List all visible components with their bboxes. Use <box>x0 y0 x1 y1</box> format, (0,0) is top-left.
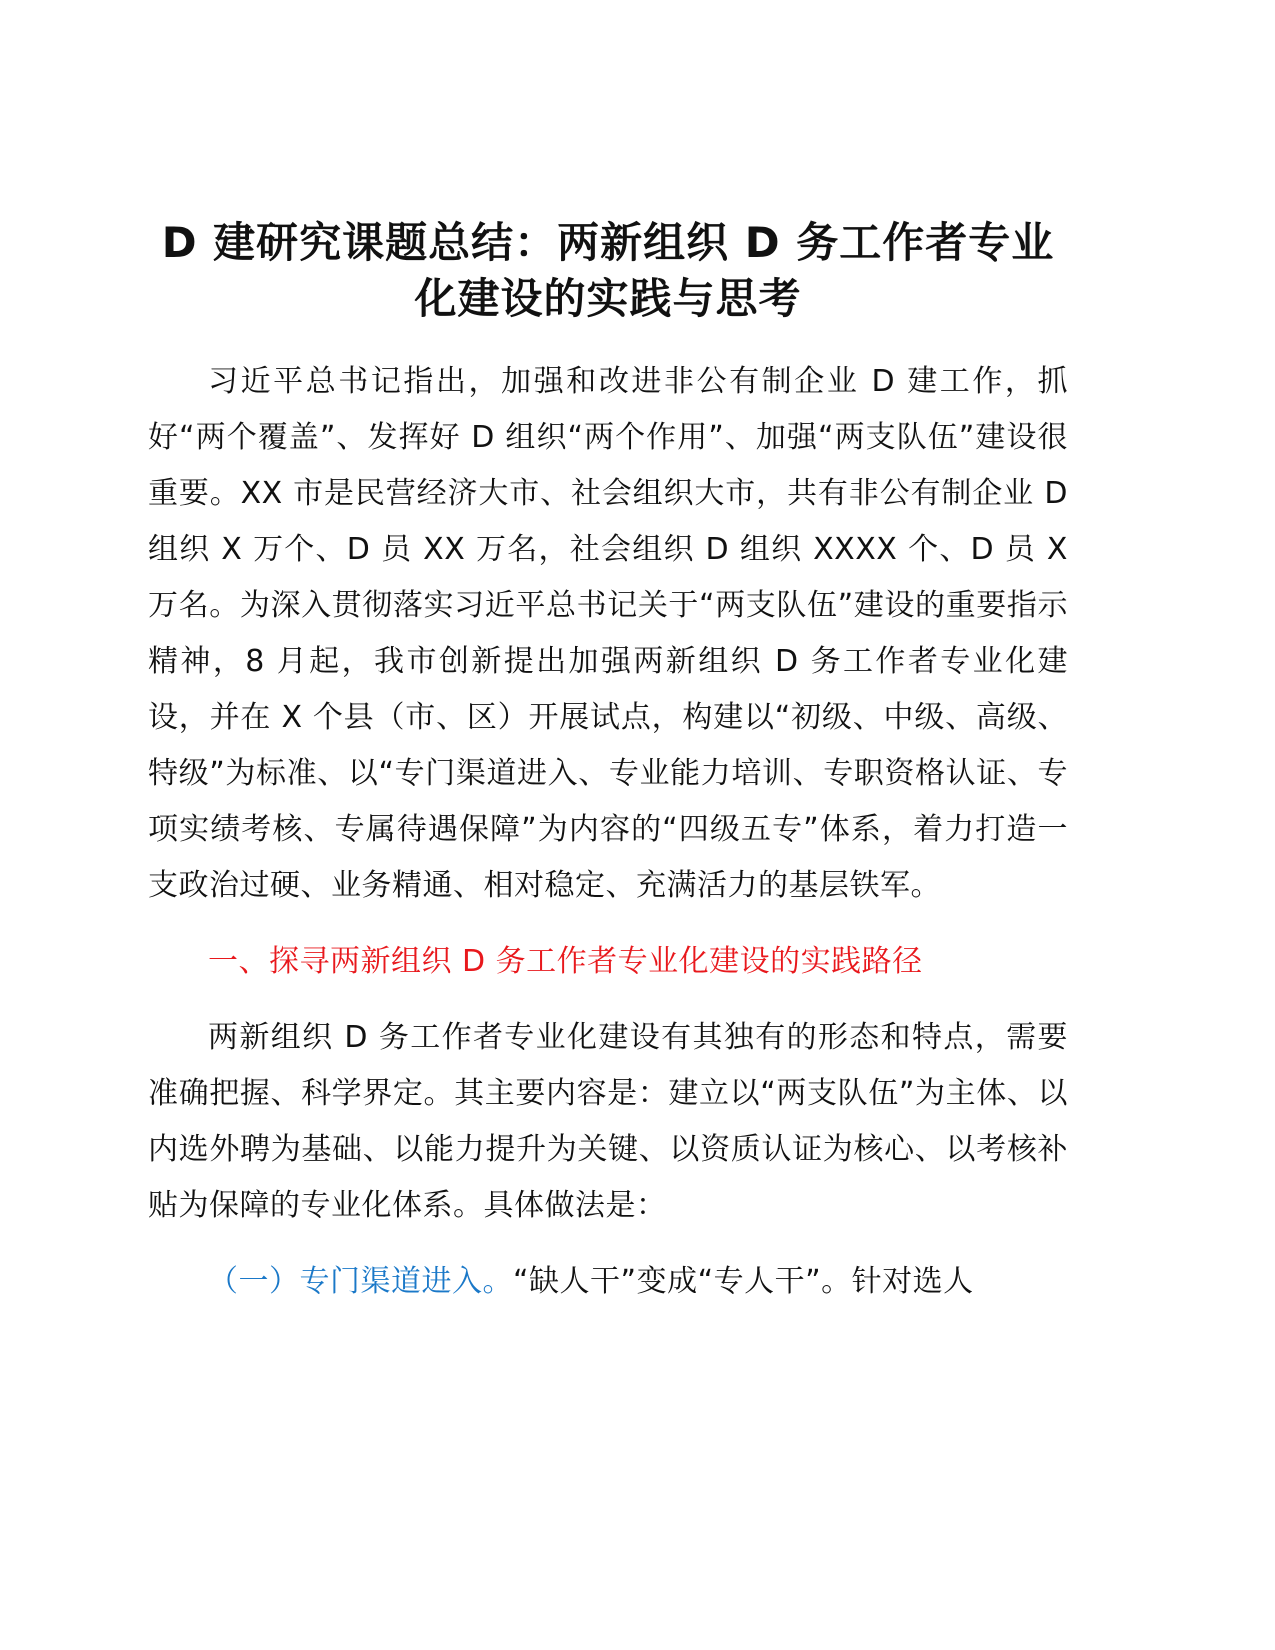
section-heading: 一、探寻两新组织 D 务工作者专业化建设的实践路径 <box>208 944 923 979</box>
document-title <box>148 215 1068 327</box>
intro-paragraph: 习近平总书记指出，加强和改进非公有制企业 D 建工作，抓好“两个覆盖”、发挥好 D 组织“两个作用”、加强“两支队伍”建设很重要。XX 市是民营经济大市、社会组织大市，共有非公有制企业 D 组织 X 万个、D 员 XX 万名，社会组织 D 组织 XXXX 个、D 员 X 万名。为深入贯彻落实习近平总书记关于“两支队伍”建设的重要指示精神，8 月起，我市创新提出加强两新组织 D 务工作者专业化建设，并在 X 个县（市、区）开展试点，构建以“初级、中级、高级、特级”为标准、以“专门渠道进入、专业能力培训、专职资格认证、专项实绩考核、专属待遇保障”为内容的“四级五专”体系，着力打造一支政治过硬、业务精通、相对稳定、充满活力的基层铁军。 <box>148 364 1068 903</box>
section1-paragraph: 两新组织 D 务工作者专业化建设有其独有的形态和特点，需要准确把握、科学界定。其主要内容是：建立以“两支队伍”为主体、以内选外聘为基础、以能力提升为关键、以资质认证为核心、以考核补贴为保障的专业化体系。具体做法是： <box>148 1020 1068 1223</box>
subsection-text: “缺人干”变成“专人干”。针对选人 <box>513 1264 974 1299</box>
subsection-paragraph <box>148 1254 1068 1310</box>
title-line-2: 化建设的实践与思考 <box>414 274 802 323</box>
title-line-1: D 建研究课题总结：两新组织 D 务工作者专业 <box>161 218 1055 267</box>
document-page <box>148 215 1068 1310</box>
subsection-heading: （一）专门渠道进入。 <box>208 1264 513 1299</box>
